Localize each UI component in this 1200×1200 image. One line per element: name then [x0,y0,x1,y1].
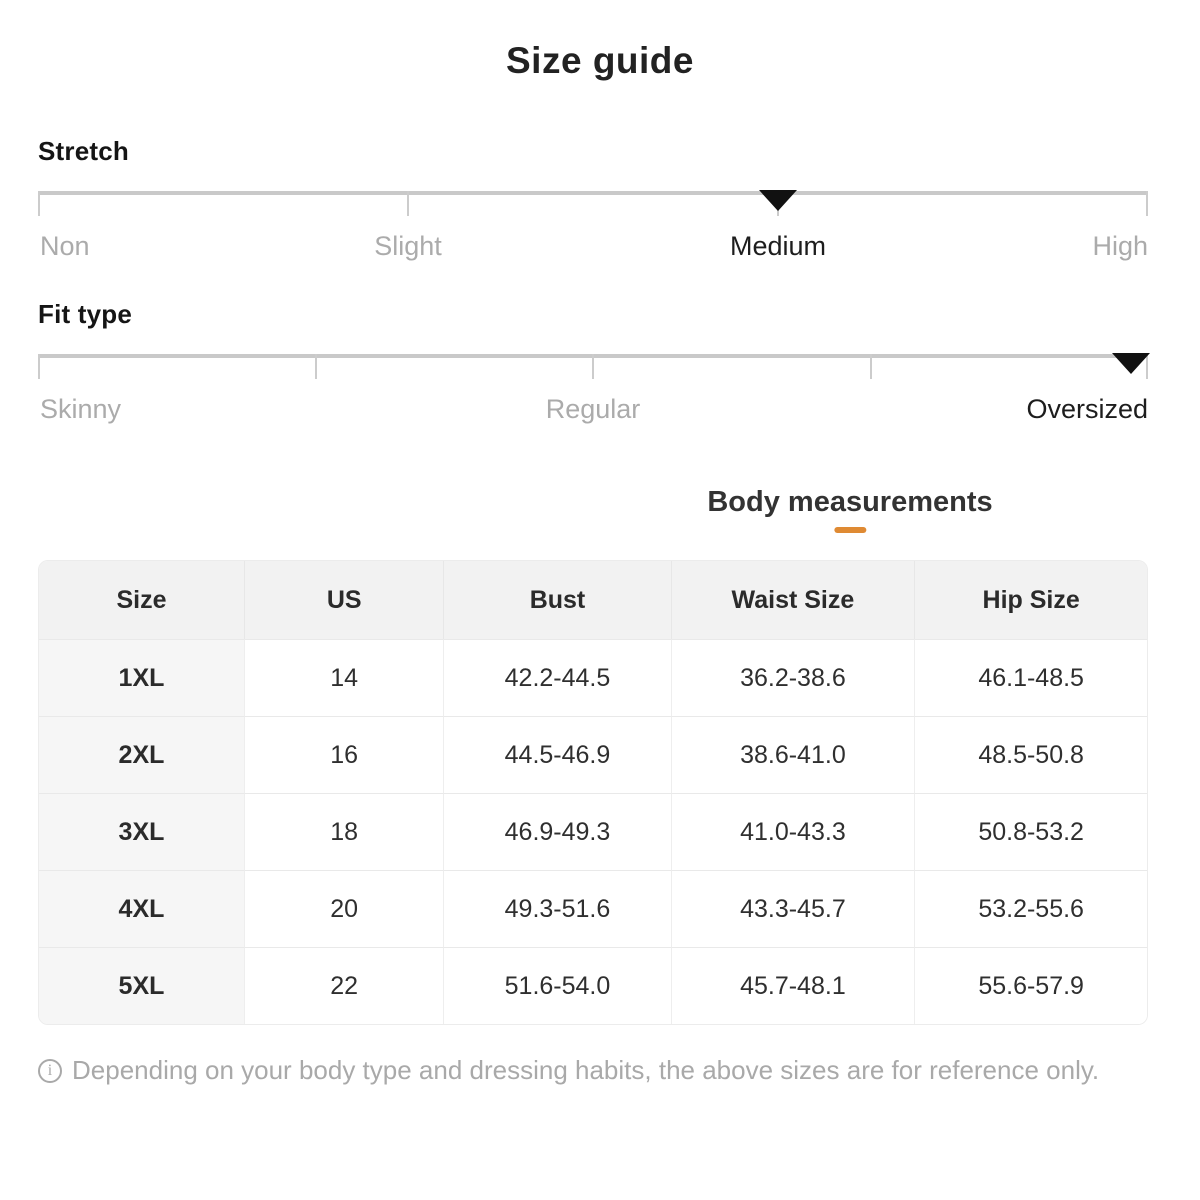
size-table [38,560,1148,1025]
fit-option-oversized: Oversized [1026,394,1148,424]
cell-hip: 50.8-53.2 [914,793,1147,870]
cell-us: 16 [244,716,443,793]
fit-tick-2 [315,354,317,379]
footer-note-text: Depending on your body type and dressing habits, the above sizes are for reference only. [72,1055,1100,1085]
fit-type-slider [38,354,1148,380]
stretch-option-non: Non [40,231,90,261]
fit-tick-1 [38,354,40,379]
cell-bust: 49.3-51.6 [443,870,670,947]
cell-hip: 46.1-48.5 [914,639,1147,716]
table-row-3xl [39,793,1147,870]
fit-option-regular: Regular [545,394,641,424]
column-header-size: Size [39,561,244,639]
fit-type-slider-labels [38,394,1148,428]
cell-size: 1XL [39,639,244,716]
fit-option-skinny: Skinny [40,394,122,424]
table-header-row [39,561,1147,639]
tab-body-measurements-label: Body measurements [707,486,993,518]
fit-type-marker-triangle-icon [1112,353,1150,374]
footer-note [38,1055,1148,1086]
stretch-tick-high [1146,191,1148,216]
column-header-bust: Bust [443,561,670,639]
stretch-slider-labels [38,231,1148,265]
cell-us: 18 [244,793,443,870]
page-title: Size guide [506,40,694,81]
measurements-tab-row [38,486,1148,556]
stretch-option-slight: Slight [374,231,442,261]
cell-size: 4XL [39,870,244,947]
cell-waist: 36.2-38.6 [671,639,915,716]
cell-hip: 53.2-55.6 [914,870,1147,947]
cell-us: 14 [244,639,443,716]
fit-tick-3 [592,354,594,379]
info-icon: i [38,1059,62,1083]
cell-hip: 48.5-50.8 [914,716,1147,793]
cell-size: 2XL [39,716,244,793]
tab-body-measurements[interactable] [707,486,992,533]
table-row-2xl [39,716,1147,793]
cell-bust: 44.5-46.9 [443,716,670,793]
cell-waist: 45.7-48.1 [671,947,915,1024]
cell-size: 3XL [39,793,244,870]
content [38,0,1148,1086]
cell-waist: 38.6-41.0 [671,716,915,793]
column-header-us: US [244,561,443,639]
stretch-option-high: High [1092,231,1148,261]
stretch-section-label: Stretch [38,136,129,166]
cell-us: 22 [244,947,443,1024]
column-header-waist-size: Waist Size [671,561,915,639]
table-row-1xl [39,639,1147,716]
stretch-slider [38,191,1148,217]
stretch-tick-slight [407,191,409,216]
stretch-option-medium: Medium [729,231,827,261]
cell-bust: 46.9-49.3 [443,793,670,870]
stretch-tick-non [38,191,40,216]
cell-bust: 51.6-54.0 [443,947,670,1024]
cell-waist: 43.3-45.7 [671,870,915,947]
cell-waist: 41.0-43.3 [671,793,915,870]
column-header-hip-size: Hip Size [914,561,1147,639]
cell-bust: 42.2-44.5 [443,639,670,716]
stretch-marker-triangle-icon [759,190,797,211]
cell-us: 20 [244,870,443,947]
fit-tick-4 [870,354,872,379]
table-row-4xl [39,870,1147,947]
tab-active-underline [834,527,866,533]
table-row-5xl [39,947,1147,1024]
fit-type-section-label: Fit type [38,299,133,329]
cell-hip: 55.6-57.9 [914,947,1147,1024]
cell-size: 5XL [39,947,244,1024]
stretch-slider-track [38,191,1148,195]
